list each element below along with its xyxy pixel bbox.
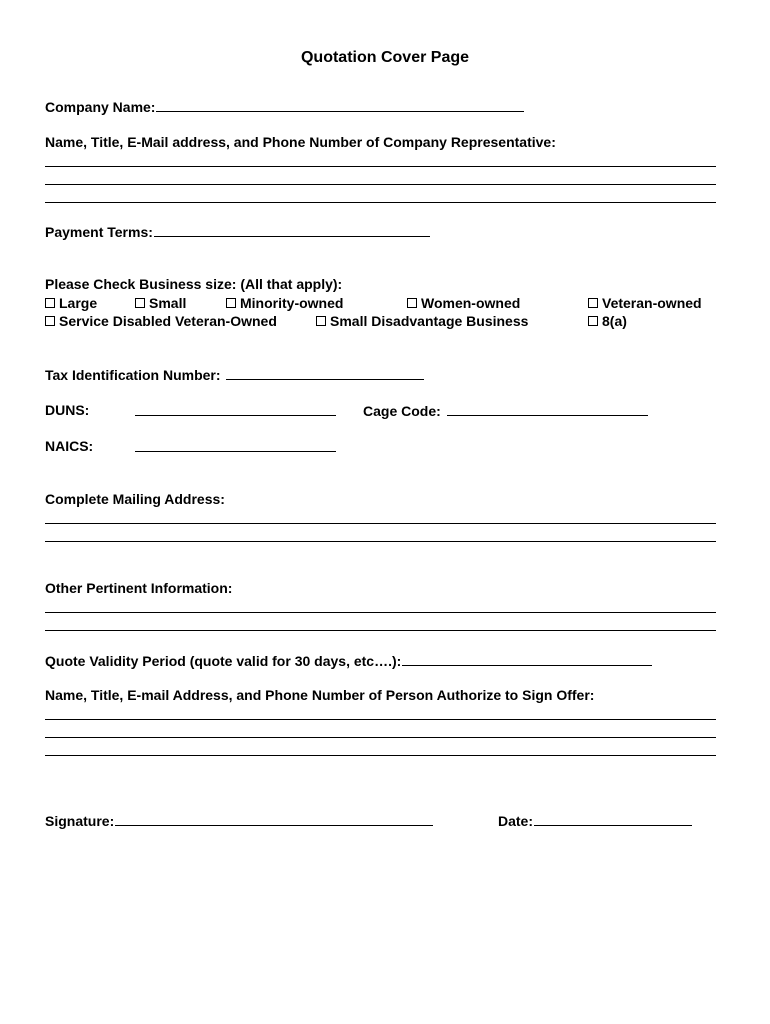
quote-validity-field[interactable]	[402, 652, 652, 666]
checkbox-large[interactable]	[45, 295, 97, 311]
checkbox-sdvo[interactable]	[45, 313, 277, 329]
signer-info-line-2[interactable]	[45, 737, 716, 738]
other-info-line-2[interactable]	[45, 630, 716, 631]
date-label: Date:	[498, 813, 534, 829]
signature-row	[45, 812, 433, 829]
checkbox-women-box[interactable]	[407, 298, 417, 308]
business-size-label: Please Check Business size: (All that apply):	[45, 276, 343, 292]
mailing-address-line-1[interactable]	[45, 523, 716, 524]
company-name-label: Company Name:	[45, 99, 156, 115]
checkbox-small[interactable]	[135, 295, 186, 311]
checkbox-veteran[interactable]	[588, 295, 702, 311]
mailing-address-line-2[interactable]	[45, 541, 716, 542]
page-title: Quotation Cover Page	[300, 49, 470, 66]
naics-field[interactable]	[135, 451, 336, 452]
checkbox-minority-label: Minority-owned	[240, 295, 344, 311]
checkbox-8a-label: 8(a)	[602, 313, 627, 329]
payment-terms-label: Payment Terms:	[45, 224, 153, 240]
tax-id-label: Tax Identification Number:	[45, 367, 221, 383]
checkbox-8a[interactable]	[588, 313, 627, 329]
signer-info-label: Name, Title, E-mail Address, and Phone Number of Person Authorize to Sign Offer:	[45, 687, 595, 703]
company-name-row	[45, 98, 524, 115]
signer-info-line-3[interactable]	[45, 755, 716, 756]
checkbox-small-box[interactable]	[135, 298, 145, 308]
checkbox-veteran-box[interactable]	[588, 298, 598, 308]
rep-info-line-3[interactable]	[45, 202, 716, 203]
signature-field[interactable]	[115, 812, 433, 826]
mailing-address-label: Complete Mailing Address:	[45, 491, 225, 507]
cage-code-field[interactable]	[447, 402, 648, 416]
checkbox-large-box[interactable]	[45, 298, 55, 308]
rep-info-line-2[interactable]	[45, 184, 716, 185]
checkbox-sdb-label: Small Disadvantage Business	[330, 313, 529, 329]
checkbox-small-label: Small	[149, 295, 187, 311]
company-name-field[interactable]	[156, 98, 524, 112]
payment-terms-field[interactable]	[154, 223, 430, 237]
checkbox-minority[interactable]	[226, 295, 343, 311]
tax-id-field[interactable]	[226, 366, 424, 380]
checkbox-large-label: Large	[59, 295, 98, 311]
quote-validity-row	[45, 652, 652, 669]
tax-id-row	[45, 366, 424, 383]
quote-validity-label: Quote Validity Period (quote valid for 30 days, etc….):	[45, 653, 402, 669]
checkbox-sdvo-label: Service Disabled Veteran-Owned	[59, 313, 277, 329]
duns-field[interactable]	[135, 415, 336, 416]
rep-info-line-1[interactable]	[45, 166, 716, 167]
date-field[interactable]	[534, 812, 692, 826]
rep-info-label: Name, Title, E-Mail address, and Phone Number of Company Representative:	[45, 134, 556, 150]
date-row	[498, 812, 692, 829]
checkbox-sdvo-box[interactable]	[45, 316, 55, 326]
checkbox-minority-box[interactable]	[226, 298, 236, 308]
other-info-label: Other Pertinent Information:	[45, 580, 233, 596]
duns-label: DUNS:	[45, 402, 90, 418]
naics-label: NAICS:	[45, 438, 94, 454]
checkbox-8a-box[interactable]	[588, 316, 598, 326]
cage-code-label: Cage Code:	[363, 403, 441, 419]
checkbox-veteran-label: Veteran-owned	[602, 295, 702, 311]
checkbox-sdb[interactable]	[316, 313, 528, 329]
signature-label: Signature:	[45, 813, 115, 829]
cage-code-row	[363, 402, 648, 419]
payment-terms-row	[45, 223, 430, 240]
checkbox-women[interactable]	[407, 295, 520, 311]
checkbox-women-label: Women-owned	[421, 295, 521, 311]
other-info-line-1[interactable]	[45, 612, 716, 613]
checkbox-sdb-box[interactable]	[316, 316, 326, 326]
signer-info-line-1[interactable]	[45, 719, 716, 720]
